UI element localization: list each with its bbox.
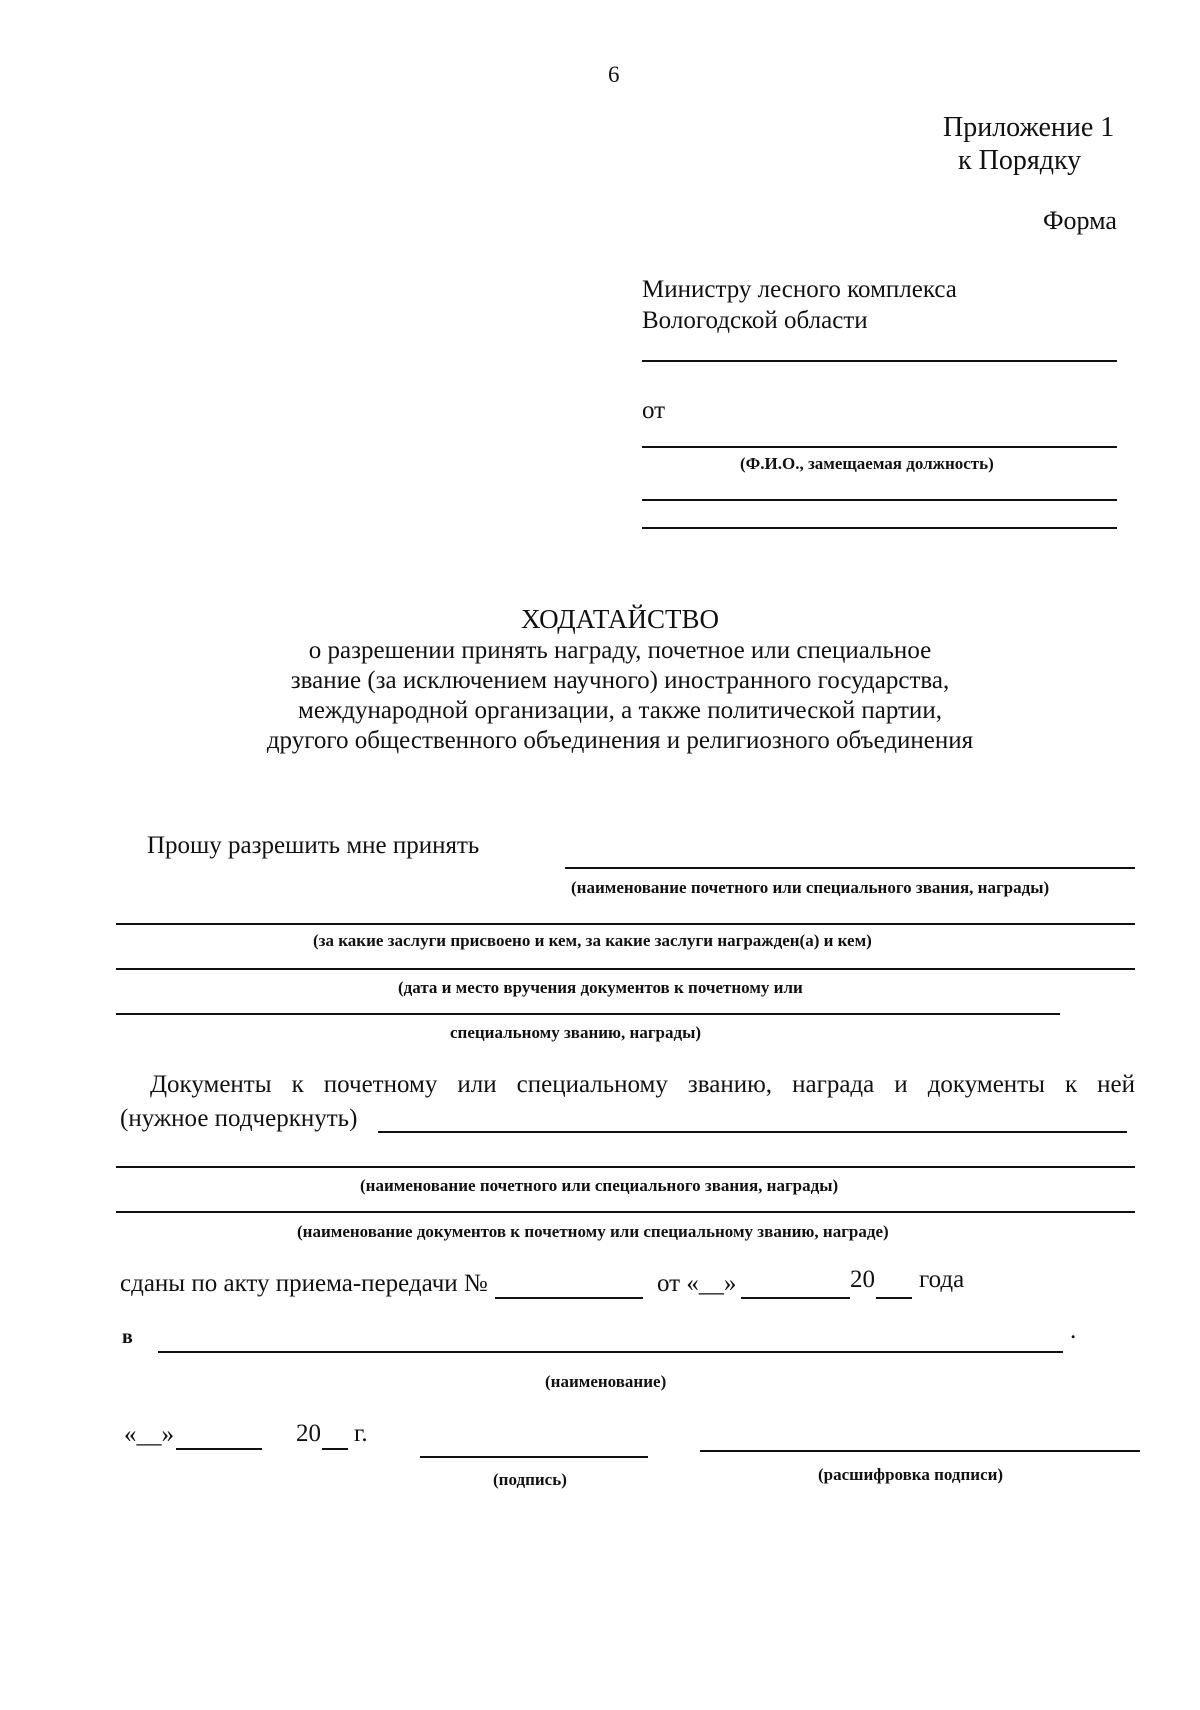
act-number-line: [495, 1297, 643, 1299]
date-caption-1: (дата и место вручения документов к почетному или: [398, 978, 803, 997]
request-text: Прошу разрешить мне принять: [147, 832, 480, 859]
title-line-2: звание (за исключением научного) иностранного государства,: [290, 667, 950, 694]
title-line-4: другого общественного объединения и религиозного объединения: [266, 727, 974, 754]
from-blank-line: [642, 446, 1117, 448]
addressee-blank-line: [642, 360, 1117, 362]
act-month-line: [741, 1297, 850, 1299]
title-line-1: о разрешении принять награду, почетное или специальное: [308, 637, 932, 664]
merit-blank-line: [116, 923, 1135, 925]
in-period: .: [1070, 1317, 1077, 1344]
act-from: от «__»: [657, 1270, 737, 1297]
documents-award-caption: (наименование почетного или специального звания, награды): [360, 1176, 839, 1195]
sign-decode-caption: (расшифровка подписи): [818, 1465, 1004, 1484]
page-number: 6: [608, 62, 620, 87]
documents-text-line-2: (нужное подчеркнуть): [120, 1105, 358, 1132]
document-heading: ХОДАТАЙСТВО: [521, 604, 719, 634]
addressee-line-2: Вологодской области: [642, 307, 868, 334]
award-caption: (наименование почетного или специального звания, награды): [571, 878, 1050, 897]
sign-month-line: [176, 1448, 262, 1450]
from-extra-line-1: [642, 499, 1117, 501]
appendix-label: Приложение 1: [943, 112, 1115, 143]
sign-year-prefix: 20: [296, 1420, 321, 1447]
act-year-suffix: года: [919, 1266, 965, 1293]
addressee-line-1: Министру лесного комплекса: [642, 276, 957, 303]
merit-caption: (за какие заслуги присвоено и кем, за какие заслуги награжден(а) и кем): [313, 931, 872, 950]
from-label: от: [642, 397, 666, 424]
date-blank-line-2: [116, 1013, 1060, 1015]
name-caption: (наименование): [545, 1372, 667, 1391]
award-blank-line: [565, 867, 1135, 869]
in-blank-line: [158, 1351, 1063, 1353]
title-line-3: международной организации, а также политической партии,: [298, 697, 942, 724]
order-label: к Порядку: [958, 145, 1082, 176]
documents-blank-line-3: [116, 1211, 1135, 1213]
act-prefix: сданы по акту приема-передачи №: [120, 1270, 488, 1297]
date-blank-line: [116, 968, 1135, 970]
documents-blank-line-1: [378, 1131, 1127, 1133]
documents-text-line-1: Документы к почетному или специальному званию, награда и документы к ней: [150, 1071, 1135, 1098]
sign-signature-line: [420, 1456, 648, 1458]
form-label: Форма: [1043, 206, 1117, 235]
sign-year-line: [322, 1448, 348, 1450]
documents-blank-line-2: [116, 1166, 1135, 1168]
from-caption: (Ф.И.О., замещаемая должность): [740, 454, 994, 473]
in-prefix: в: [122, 1326, 133, 1348]
sign-decode-line: [700, 1450, 1140, 1452]
act-year-prefix: 20: [850, 1266, 875, 1293]
sign-caption: (подпись): [493, 1470, 567, 1489]
act-year-line: [876, 1297, 912, 1299]
sign-year-suffix: г.: [354, 1420, 368, 1447]
from-extra-line-2: [642, 527, 1117, 529]
date-caption-2: специальному званию, награды): [450, 1023, 702, 1042]
documents-docs-caption: (наименование документов к почетному или специальному званию, награде): [297, 1222, 889, 1241]
sign-date-open: «__»: [124, 1421, 174, 1448]
